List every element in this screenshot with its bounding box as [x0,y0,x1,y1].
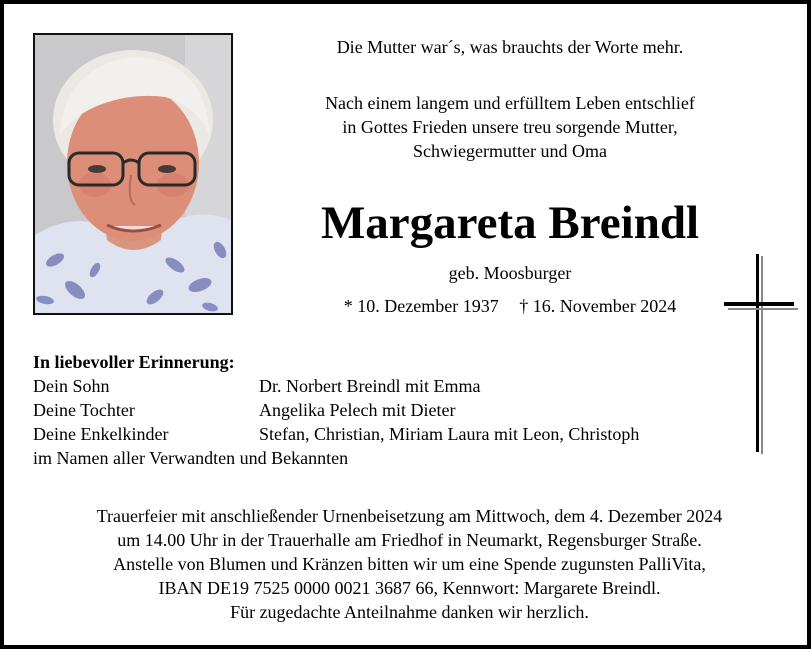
memory-heading: In liebevoller Erinnerung: [33,352,235,372]
portrait-photo [33,33,233,315]
service-line: Anstelle von Blumen und Kränzen bitten wir um eine Spende zugunsten PalliVita, [113,554,706,574]
intro-line: Schwiegermutter und Oma [413,141,607,161]
cross-icon [722,254,798,454]
mourner-relation: Dein Sohn [33,376,110,396]
memory-closing: im Namen aller Verwandten und Bekannten [33,448,349,468]
birth-date: * 10. Dezember 1937 [343,296,499,316]
birth-name: geb. Moosburger [448,263,572,283]
service-line: Trauerfeier mit anschließender Urnenbeisetzung am Mittwoch, dem 4. Dezember 2024 [96,506,723,526]
intro-text [250,91,770,163]
mourner-relation: Deine Enkelkinder [33,424,169,444]
funeral-service-info [4,504,811,624]
mourner-names: Stefan, Christian, Miriam Laura mit Leon, Christoph [259,424,640,444]
life-dates [250,295,770,317]
service-line: IBAN DE19 7525 0000 0021 3687 66, Kennwort: Margarete Breindl. [158,578,661,598]
death-date: † 16. November 2024 [519,296,677,316]
mourner-names: Angelika Pelech mit Dieter [259,400,456,420]
mourner-names: Dr. Norbert Breindl mit Emma [259,376,481,396]
deceased-name: Margareta Breindl [320,197,700,249]
intro-line: Nach einem langem und erfülltem Leben entschlief [325,93,695,113]
mourner-relation: Deine Tochter [33,400,135,420]
service-line: Für zugedachte Anteilnahme danken wir herzlich. [230,602,589,622]
service-line: um 14.00 Uhr in der Trauerhalle am Friedhof in Neumarkt, Regensburger Straße. [117,530,702,550]
intro-line: in Gottes Frieden unsere treu sorgende Mutter, [342,117,678,137]
motto: Die Mutter war´s, was brauchts der Worte mehr. [336,37,684,57]
